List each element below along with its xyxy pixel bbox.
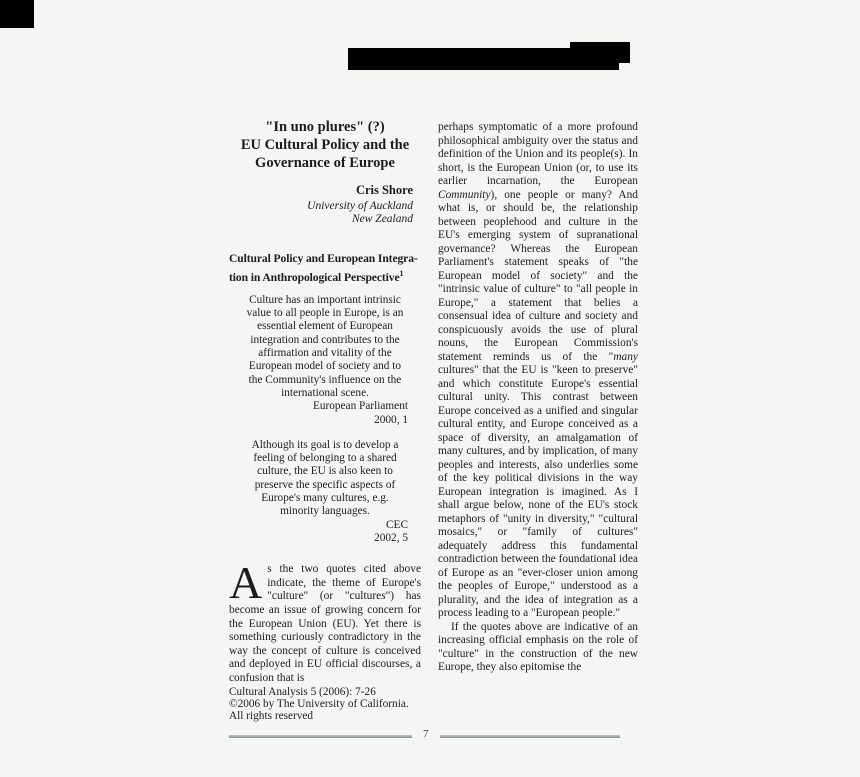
- epigraph-attribution: [229, 400, 421, 427]
- page-number: 7: [423, 728, 429, 740]
- article-title-line: "In uno plures" (?): [265, 119, 385, 135]
- emphasized-text: s: [381, 590, 386, 603]
- epigraph-line: Europe's many cultures, e.g.: [261, 492, 389, 505]
- epigraph-text: [229, 294, 421, 400]
- footer-rule-right: [440, 735, 621, 738]
- section-heading: [229, 251, 421, 285]
- epigraph-line: preserve the specific aspects of: [254, 478, 396, 491]
- epigraph-line: essential element of European: [257, 320, 393, 333]
- copyright-line: All rights reserved: [229, 709, 314, 722]
- right-column: [438, 121, 638, 675]
- epigraph-attribution: [229, 519, 421, 546]
- attribution-line: European Parliament: [312, 400, 408, 413]
- epigraph-line: Culture has an important intrinsic: [249, 293, 401, 306]
- text-run: If the quotes above are indicative of an increasing official emphasis on the role of "culture" in the construction of the new Europe, they also epitomise the: [438, 620, 638, 673]
- epigraph-line: international scene.: [281, 386, 369, 399]
- article-title: [229, 118, 421, 172]
- epigraph-text: [229, 439, 421, 519]
- copyright-block: [229, 687, 529, 722]
- epigraph-line: culture, the EU is also keen to: [257, 465, 393, 478]
- section-heading-line: tion in Anthropological Perspective$^1$: [229, 269, 404, 284]
- author-name: Cris Shore: [355, 183, 413, 197]
- footer-rule-left: [229, 735, 412, 738]
- emphasized-text: many: [613, 350, 638, 363]
- epigraph-line: feeling of belonging to a shared: [253, 452, 397, 465]
- epigraph-line: minority languages.: [280, 505, 370, 518]
- epigraph-line: integration and contributes to the: [250, 333, 400, 346]
- emphasized-text: Community: [438, 188, 491, 201]
- text-run: ), one people or many? And what is, or should be, the relationship between peoplehood and culture in the EU's emerging system of supranational governance? Whereas the European Parliament's statement speaks of "the European model of society" and the "intrinsic value of culture" to "all people in Europe," a statement that belies a consensual idea of culture and society and conspicuously avoids the use of plural nouns, the European Commission's statement reminds us of the ": [438, 188, 638, 363]
- footnote-marker: 1: [399, 269, 404, 278]
- section-heading-line: Cultural Policy and European Integra-: [229, 252, 418, 265]
- text-run: perhaps symptomatic of a more profound philosophical ambiguity over the status and definition of the Union and its people(s). In short, is the European Union (or, to use its earlier incarnation, the European: [438, 121, 638, 187]
- redaction-block-corner: [0, 0, 34, 28]
- opening-paragraph: [229, 557, 421, 685]
- drop-cap: A: [229, 557, 263, 609]
- text-run: ") has become an issue of growing concern for the European Union (EU). Yet there is something curiously contradictory in the way the concept of culture is conceived and deployed in EU official discourses, a confusion that is: [229, 590, 421, 684]
- text-run: cultures" that the EU is "keen to preserve" and which constitute Europe's essential cultural unity. This contrast between Europe conceived as a unified and singular cultural entity, and Europe conceived as a space of diversity, an amalgamation of many cultures, and by implication, of many peoples and interests, also underlies some of the key political divisions in the way European integration is imagined. As I shall argue below, none of the EU's stock metaphors of "unity in diversity," "cultural mosaics," or "family of cultures" adequately address this fundamental contradiction between the foundational idea of Europe as an "ever-closer union among the peoples of Europe," understood as a plurality, and the idea of integration as a process leading to a "European people.": [438, 364, 638, 619]
- epigraph-cec: [229, 439, 421, 545]
- epigraph-line: value to all people in Europe, is an: [246, 307, 404, 320]
- affiliation-line: University of Auckland: [307, 200, 413, 212]
- attribution-line: 2002, 5: [374, 531, 408, 544]
- left-column: [229, 118, 421, 686]
- copyright-line: ©2006 by The University of California.: [229, 697, 409, 710]
- article-title-line: Governance of Europe: [255, 155, 395, 171]
- copyright-line: Cultural Analysis 5 (2006): 7-26: [229, 686, 376, 698]
- epigraph-line: European model of society and to: [248, 360, 402, 373]
- epigraph-line: Although its goal is to develop a: [251, 438, 399, 451]
- byline: [229, 183, 421, 225]
- footer-rule: [229, 729, 620, 743]
- epigraph-line: the Community's influence on the: [248, 373, 402, 386]
- body-paragraph: [438, 621, 638, 675]
- epigraph-line: affirmation and vitality of the: [258, 347, 392, 360]
- affiliation-line: New Zealand: [351, 212, 413, 225]
- author-affiliation: [229, 200, 413, 225]
- redaction-block-box: [570, 42, 630, 63]
- article-title-line: EU Cultural Policy and the: [240, 137, 410, 153]
- epigraph-european-parliament: [229, 294, 421, 427]
- attribution-line: CEC: [386, 518, 408, 531]
- attribution-line: 2000, 1: [374, 413, 408, 426]
- text-run: s the two quotes cited above indicate, the theme of Europe's "culture" (or "culture: [267, 563, 421, 603]
- body-paragraph: [438, 121, 638, 621]
